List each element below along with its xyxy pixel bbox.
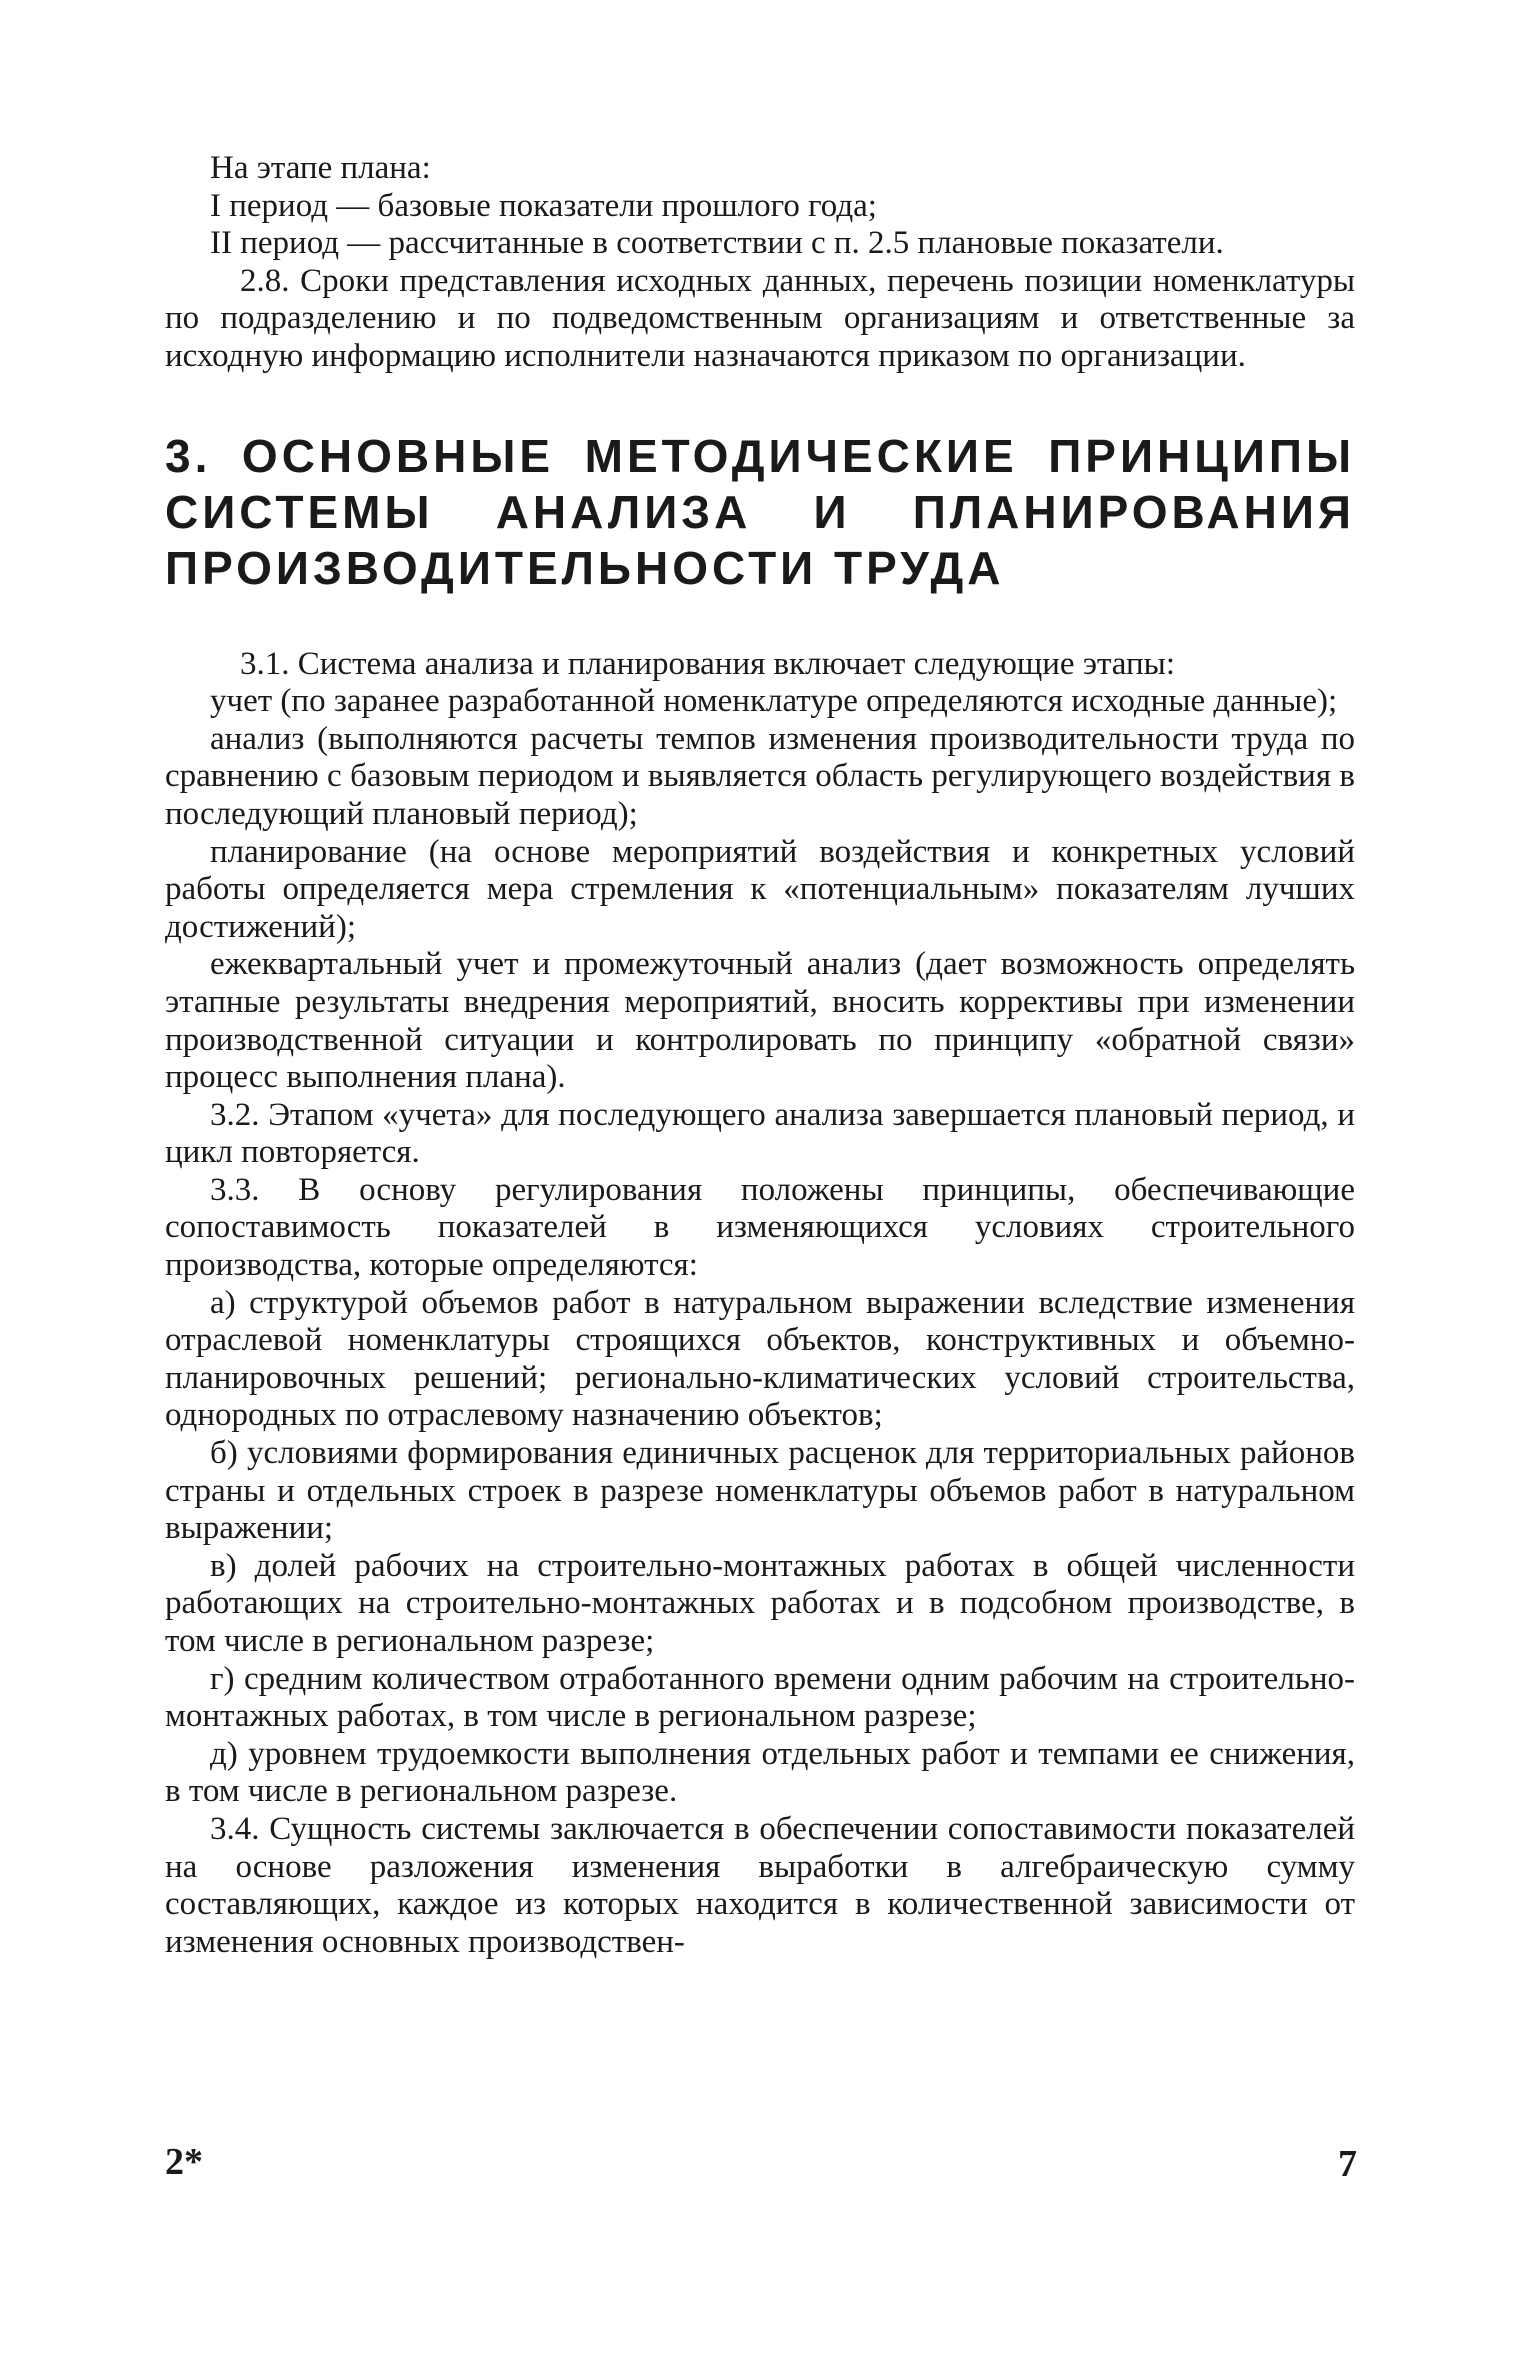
list-item-uchet: учет (по заранее разработанной номенклатуре определяются исходные данные); bbox=[210, 683, 1338, 720]
list-item-d: д) уровнем трудоемкости выполнения отдельных работ и темпами ее снижения, в том числе в региональном разрезе. bbox=[165, 1735, 1355, 1810]
section-heading: 3. ОСНОВНЫЕ МЕТОДИЧЕСКИЕ ПРИНЦИПЫ СИСТЕМЫ АНАЛИЗА И ПЛАНИРОВАНИЯ ПРОИЗВОДИТЕЛЬНОСТИ ТРУДА bbox=[165, 429, 1355, 594]
paragraph-period-1: I период — базовые показатели прошлого года; bbox=[210, 187, 877, 224]
list-item-b: б) условиями формирования единичных расценок для территориальных районов страны и отдельных строек в разрезе номенклатуры объемов работ в натуральном выражении; bbox=[165, 1435, 1355, 1547]
paragraph-3-2: 3.2. Этапом «учета» для последующего анализа завершается плановый период, и цикл повторяется. bbox=[165, 1096, 1355, 1171]
list-item-ezhekvartalnyi: ежеквартальный учет и промежуточный анализ (дает возможность определять этапные результаты внедрения мероприятий, вносить коррективы при изменении производственной ситуации и контролировать по принципу «обратной связи» процесс выполнения плана). bbox=[165, 946, 1355, 1096]
list-item-g: г) средним количеством отработанного времени одним рабочим на строительно-монтажных работах, в том числе в региональном разрезе; bbox=[165, 1660, 1355, 1735]
list-item-v: в) долей рабочих на строительно-монтажных работах в общей численности работающих на строительно-монтажных работах и в подсобном производстве, в том числе в региональном разрезе; bbox=[165, 1547, 1355, 1659]
page-number: 7 bbox=[1338, 2143, 1357, 2185]
list-item-planirovanie: планирование (на основе мероприятий воздействия и конкретных условий работы определяется мера стремления к «потенциальным» показателям лучших достижений); bbox=[165, 833, 1355, 945]
list-item-analiz: анализ (выполняются расчеты темпов изменения производительности труда по сравнению с базовым периодом и выявляется область регулирующего воздействия в последующий плановый период); bbox=[165, 720, 1355, 832]
paragraph-3-1: 3.1. Система анализа и планирования включает следующие этапы: bbox=[240, 645, 1176, 682]
list-item-a: а) структурой объемов работ в натуральном выражении вследствие изменения отраслевой номенклатуры строящихся объектов, конструктивных и объемно-планировочных решений; регионально-климатических условий строительства, однородных по отраслевому назначению объектов; bbox=[165, 1284, 1355, 1434]
signature-mark: 2* bbox=[165, 2141, 203, 2183]
paragraph-3-4: 3.4. Сущность системы заключается в обеспечении сопоставимости показателей на основе разложения изменения выработки в алгебраическую сумму составляющих, каждое из которых находится в количественной зависимости от изменения основных производствен- bbox=[165, 1810, 1355, 1960]
paragraph-3-3: 3.3. В основу регулирования положены принципы, обеспечивающие сопоставимость показателей в изменяющихся условиях строительного производства, которые определяются: bbox=[165, 1171, 1355, 1284]
paragraph-plan-stage: На этапе плана: bbox=[210, 150, 431, 186]
paragraph-period-2: II период — рассчитанные в соответствии с п. 2.5 плановые показатели. bbox=[210, 225, 1224, 262]
paragraph-2-8: 2.8. Сроки представления исходных данных, перечень позиции номенклатуры по подразделению и по подведомственным организациям и ответственные за исходную информацию исполнители назначаются приказом по организации. bbox=[165, 262, 1355, 374]
section-heading-block bbox=[165, 428, 1355, 596]
page-body bbox=[165, 150, 1355, 1961]
